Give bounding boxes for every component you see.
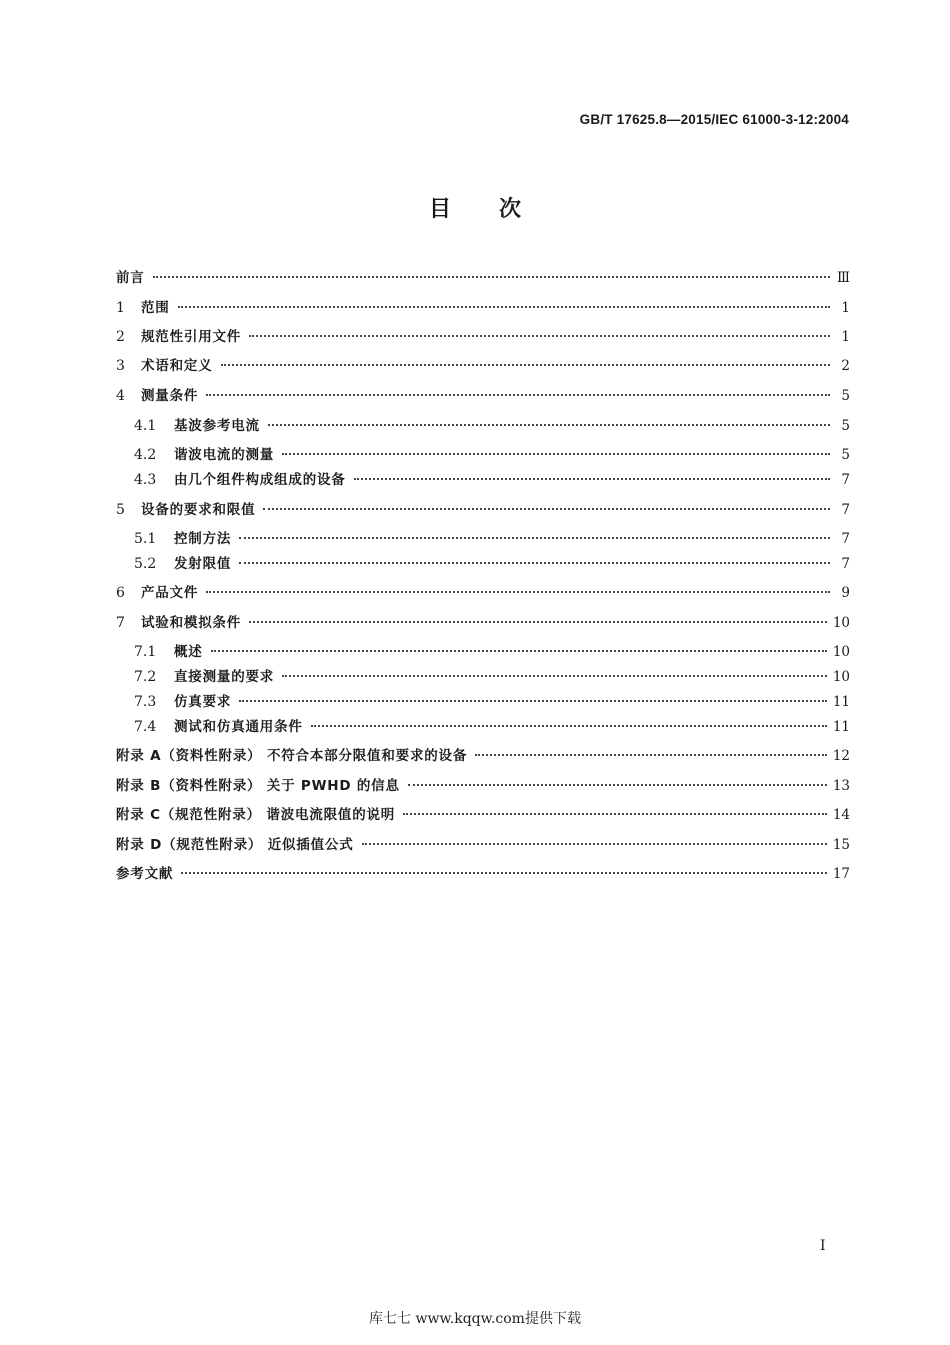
dot-leader (206, 591, 830, 593)
dot-leader (282, 453, 830, 455)
toc-entry-label: 附录 A（资料性附录） 不符合本部分限值和要求的设备 (116, 748, 468, 764)
toc-entry-number: 4.3 (134, 472, 157, 488)
toc-entry-label: 附录 D（规范性附录） 近似插值公式 (116, 837, 354, 853)
toc-entry[interactable] (116, 746, 850, 766)
toc-entry-number: 3 (116, 358, 125, 374)
dot-leader (221, 364, 831, 366)
toc-entry-page: 11 (832, 719, 850, 735)
dot-leader (178, 306, 830, 308)
toc-entry-page: 2 (841, 358, 850, 374)
toc-entry-page: 14 (832, 807, 850, 823)
toc-entry[interactable] (116, 583, 850, 603)
toc-entry-page: 17 (832, 866, 850, 882)
toc-entry[interactable] (116, 717, 850, 737)
toc-entry-label: 前言 (116, 270, 145, 286)
toc-entry[interactable] (116, 386, 850, 406)
dot-leader (239, 562, 830, 564)
dot-leader (249, 621, 827, 623)
toc-entry-page: 1 (841, 329, 850, 345)
toc-entry[interactable] (116, 835, 850, 855)
toc-entry-page: 10 (832, 615, 850, 631)
toc-entry-number: 4.2 (134, 447, 157, 463)
toc-entry-number: 5.1 (134, 531, 157, 547)
toc-entry-page: 5 (841, 388, 850, 404)
dot-leader (211, 650, 827, 652)
dot-leader (153, 276, 830, 278)
toc-entry-page: 10 (832, 669, 850, 685)
toc-entry-label: 仿真要求 (174, 694, 232, 710)
toc-entry-label: 谐波电流的测量 (174, 447, 275, 463)
toc-entry[interactable] (116, 298, 850, 318)
toc-entry-label: 设备的要求和限值 (141, 502, 256, 518)
dot-leader (282, 675, 827, 677)
toc-entry-number: 1 (116, 300, 125, 316)
toc-entry-label: 测量条件 (141, 388, 199, 404)
toc-entry-label: 参考文献 (116, 866, 174, 882)
toc-entry[interactable] (116, 327, 850, 347)
toc-entry[interactable] (116, 692, 850, 712)
toc-entry-number: 7.3 (134, 694, 157, 710)
toc-entry-label: 附录 B（资料性附录） 关于 PWHD 的信息 (116, 778, 400, 794)
toc-entry-page: 5 (841, 447, 850, 463)
toc-entry-number: 7.2 (134, 669, 157, 685)
page-number: I (820, 1238, 826, 1254)
toc-entry-label: 范围 (141, 300, 170, 316)
dot-leader (239, 537, 830, 539)
toc-entry-label: 产品文件 (141, 585, 199, 601)
toc-entry-number: 5.2 (134, 556, 157, 572)
toc-entry[interactable] (116, 529, 850, 549)
standard-code: GB/T 17625.8—2015/IEC 61000-3-12:2004 (579, 112, 849, 127)
toc-entry-label: 发射限值 (174, 556, 232, 572)
toc-entry[interactable] (116, 642, 850, 662)
toc-entry-number: 4.1 (134, 418, 157, 434)
toc-entry[interactable] (116, 500, 850, 520)
dot-leader (403, 813, 827, 815)
dot-leader (475, 754, 827, 756)
dot-leader (362, 843, 827, 845)
dot-leader (249, 335, 830, 337)
toc-entry-label: 由几个组件构成组成的设备 (174, 472, 346, 488)
dot-leader (206, 394, 830, 396)
toc-entry-number: 4 (116, 388, 125, 404)
toc-entry-page: 11 (832, 694, 850, 710)
toc-entry[interactable] (116, 416, 850, 436)
toc-entry-page: 10 (832, 644, 850, 660)
toc-entry[interactable] (116, 356, 850, 376)
toc-entry[interactable] (116, 864, 850, 884)
toc-entry-label: 概述 (174, 644, 203, 660)
toc-entry-page: 9 (841, 585, 850, 601)
toc-entry-page: 7 (841, 472, 850, 488)
toc-entry-page: 1 (841, 300, 850, 316)
dot-leader (354, 478, 830, 480)
dot-leader (408, 784, 827, 786)
toc-entry-label: 试验和模拟条件 (141, 615, 242, 631)
toc-entry-page: 7 (841, 556, 850, 572)
toc-entry[interactable] (116, 554, 850, 574)
toc-entry-number: 7.1 (134, 644, 157, 660)
toc-entry[interactable] (116, 470, 850, 490)
toc-entry-number: 7.4 (134, 719, 157, 735)
toc-entry-page: 5 (841, 418, 850, 434)
toc-entry-page: 7 (841, 502, 850, 518)
dot-leader (181, 872, 827, 874)
toc-entry[interactable] (116, 613, 850, 633)
dot-leader (263, 508, 830, 510)
toc-entry-label: 控制方法 (174, 531, 232, 547)
toc-entry-page: 13 (832, 778, 850, 794)
toc-entry[interactable] (116, 445, 850, 465)
dot-leader (268, 424, 830, 426)
toc-entry-number: 6 (116, 585, 125, 601)
watermark: 库七七 www.kqqw.com提供下载 (369, 1311, 581, 1327)
toc-entry-label: 测试和仿真通用条件 (174, 719, 303, 735)
dot-leader (239, 700, 827, 702)
toc-entry-label: 基波参考电流 (174, 418, 260, 434)
toc-entry-label: 直接测量的要求 (174, 669, 275, 685)
toc-entry-page: 12 (832, 748, 850, 764)
dot-leader (311, 725, 827, 727)
toc-entry-label: 附录 C（规范性附录） 谐波电流限值的说明 (116, 807, 396, 823)
toc-entry-page: Ⅲ (836, 270, 850, 286)
toc-entry-number: 2 (116, 329, 125, 345)
toc-entry[interactable] (116, 268, 850, 288)
toc-entry-label: 术语和定义 (141, 358, 213, 374)
toc-entry-page: 7 (841, 531, 850, 547)
toc-entry-number: 5 (116, 502, 125, 518)
toc-entry-label: 规范性引用文件 (141, 329, 242, 345)
toc-entry-page: 15 (832, 837, 850, 853)
page-title: 目次 (428, 197, 569, 222)
toc-entry[interactable] (116, 667, 850, 687)
toc-entry[interactable] (116, 805, 850, 825)
toc-entry-number: 7 (116, 615, 125, 631)
toc-entry[interactable] (116, 776, 850, 796)
